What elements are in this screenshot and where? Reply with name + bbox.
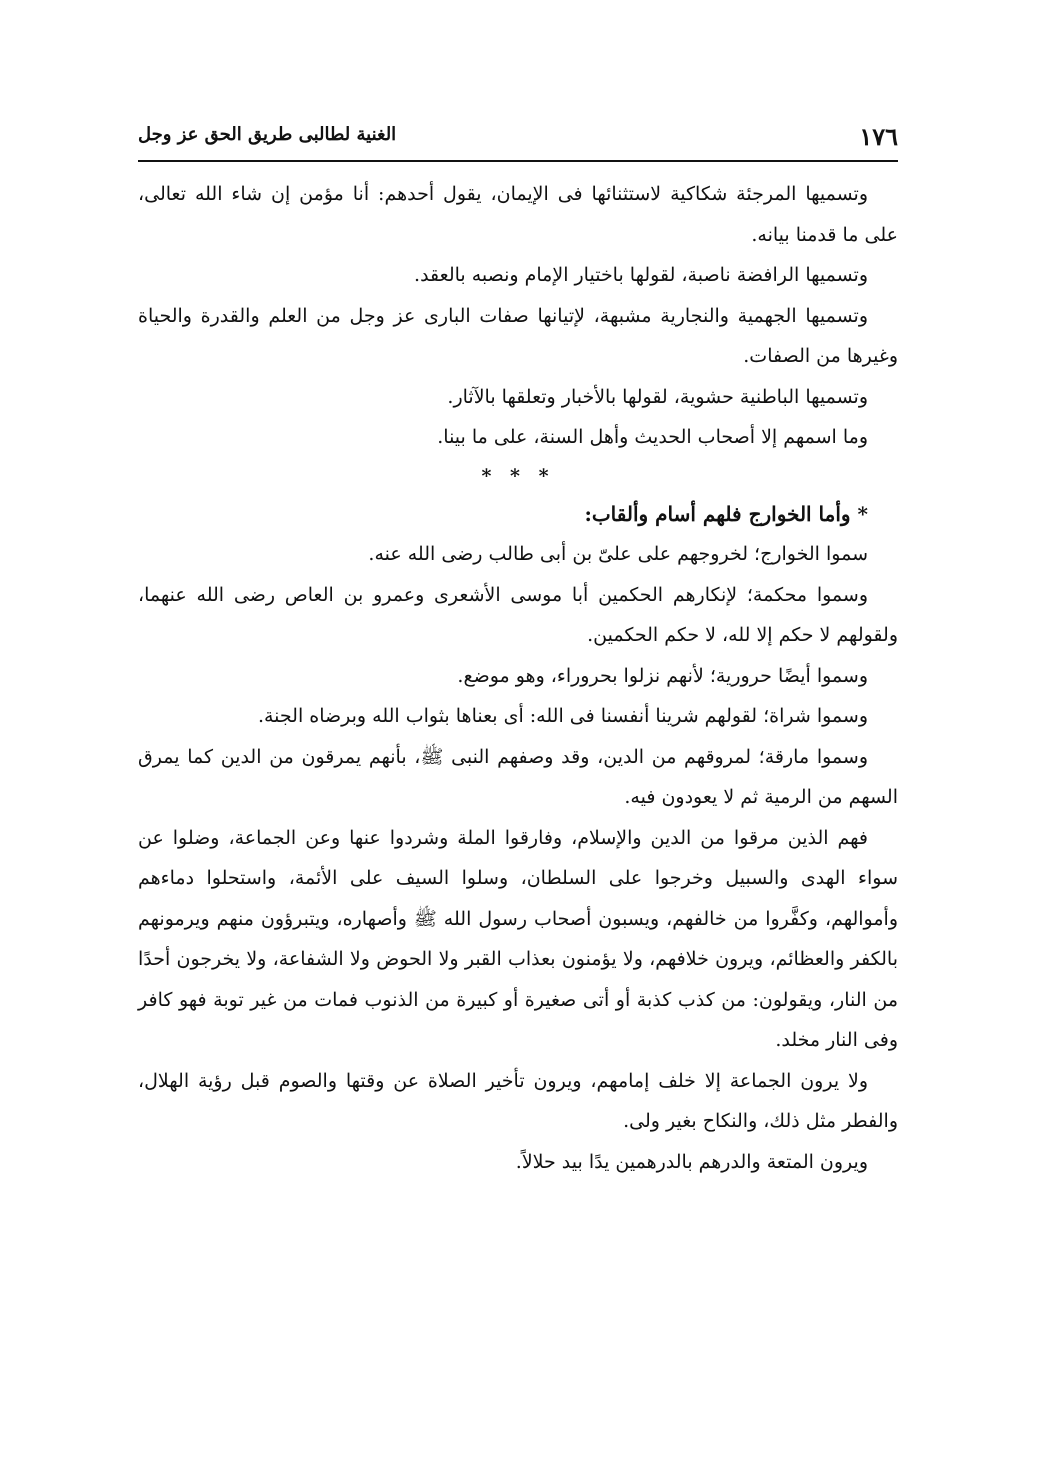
paragraph-jahmiyya: وتسميها الجهمية والنجارية مشبهة، لإتيانها صفات البارى عز وجل من العلم والقدرة والحياة وغيرها من الصفات. [138, 304, 898, 367]
paragraph-muhakkima: وسموا محكمة؛ لإنكارهم الحكمين أبا موسى الأشعرى وعمرو بن العاص رضى الله عنهما، ولقولهم لا حكم إلا لله، لا حكم الحكمين. [138, 583, 898, 646]
paragraph-mariqa: وسموا مارقة؛ لمروقهم من الدين، وقد وصفهم النبى ﷺ، بأنهم يمرقون من الدين كما يمرق السهم من الرمية ثم لا يعودون فيه. [138, 745, 898, 808]
paragraph-jamaa: ولا يرون الجماعة إلا خلف إمامهم، ويرون تأخير الصلاة عن وقتها والصوم قبل رؤية الهلال، والفطر مثل ذلك، والنكاح بغير ولى. [138, 1069, 898, 1132]
page-header [138, 118, 898, 158]
paragraph-rafida: وتسميها الرافضة ناصبة، لقولها باختيار الإمام ونصبه بالعقد. [414, 264, 868, 286]
paragraph-batiniyya: وتسميها الباطنية حشوية، لقولها بالأخبار وتعلقها بالآثار. [447, 385, 868, 408]
section-separator: * * * [481, 464, 555, 487]
paragraph-description: فهم الذين مرقوا من الدين والإسلام، وفارقوا الملة وشردوا عنها وعن الجماعة، وضلوا عن سواء الهدى والسبيل وخرجوا على السلطان، وسلوا السيف على الأئمة، واستحلوا دماءهم وأموالهم، وكفَّروا من خالفهم، ويسبون أصحاب رسول الله ﷺ وأصهاره، ويتبرؤون منهم ويرمونهم بالكفر والعظائم، ويرون خلافهم، ولا يؤمنون بعذاب القبر ولا الحوض ولا الشفاعة، ولا يخرجون أحدًا من النار، ويقولون: من كذب كذبة أو أتى صغيرة أو كبيرة من الذنوب فمات من غير توبة فهو كافر وفى النار مخلد. [138, 826, 898, 1051]
paragraph-ahl-al-hadith: وما اسمهم إلا أصحاب الحديث وأهل السنة، على ما بينا. [437, 426, 868, 448]
page-body [138, 174, 898, 1182]
paragraph-shurat: وسموا شراة؛ لقولهم شرينا أنفسنا فى الله: أى بعناها بثواب الله وبرضاه الجنة. [257, 705, 868, 727]
page-number: ١٧٦ [859, 122, 898, 151]
paragraph-mutaa: ويرون المتعة والدرهم بالدرهمين يدًا بيد حلالاً. [515, 1150, 868, 1173]
paragraph-haruriyya: وسموا أيضًا حرورية؛ لأنهم نزلوا بحروراء، وهو موضع. [457, 664, 868, 687]
header-divider [138, 160, 898, 162]
paragraph-murjia: وتسميها المرجئة شكاكية لاستثنائها فى الإيمان، يقول أحدهم: أنا مؤمن إن شاء الله تعالى، على ما قدمنا بيانه. [138, 183, 898, 246]
paragraph-khawarij: سموا الخوارج؛ لخروجهم على علىّ بن أبى طالب رضى الله عنه. [368, 543, 868, 565]
section-heading-khawarij: * وأما الخوارج فلهم أسام وألقاب: [584, 501, 868, 526]
running-title: الغنية لطالبى طريق الحق عز وجل [138, 124, 397, 145]
